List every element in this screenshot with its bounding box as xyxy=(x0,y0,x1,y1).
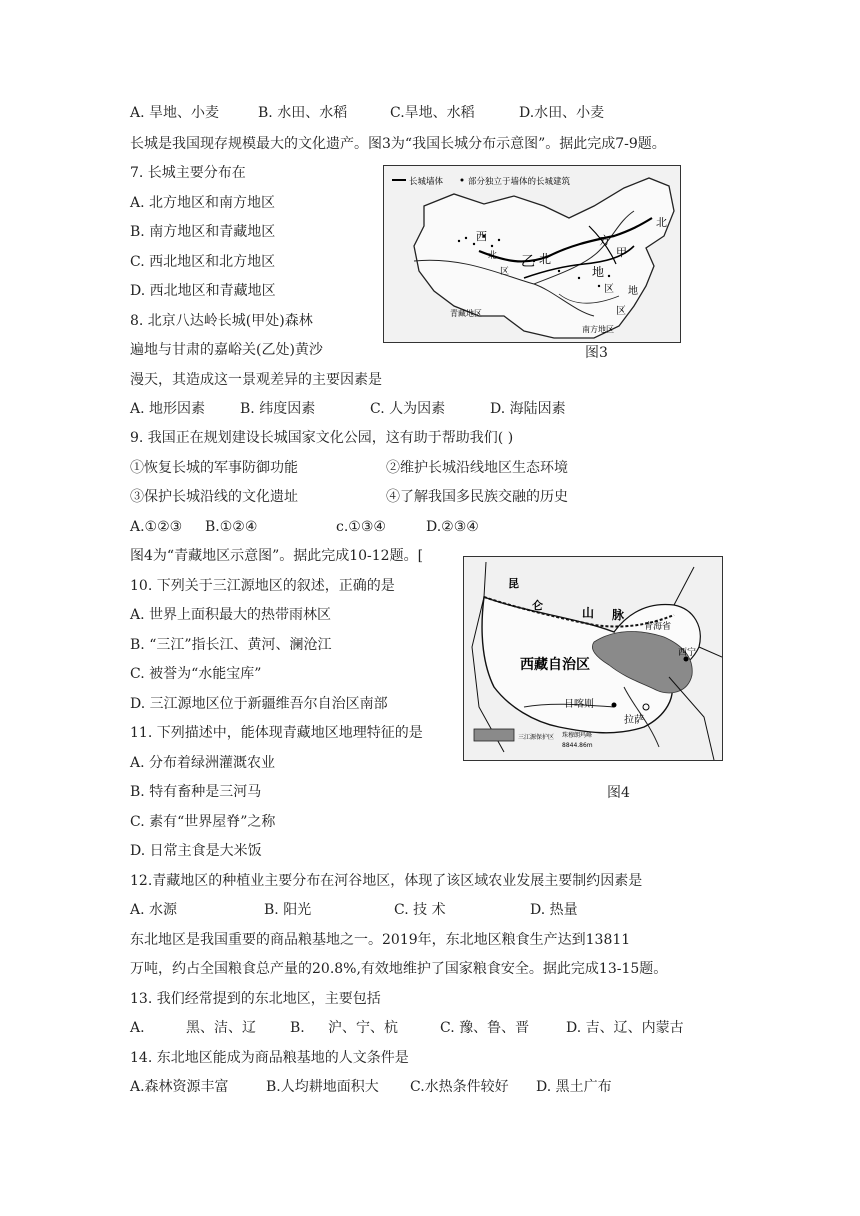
statement-2: ②维护长城沿线地区生态环境 xyxy=(386,460,568,476)
label-jia: 甲 xyxy=(616,246,627,259)
q13-options xyxy=(130,1018,684,1038)
label-qu2: 区 xyxy=(604,284,614,295)
intro-text: 东北地区是我国重要的商品粮基地之一。2019年，东北地区粮食生产达到13811 xyxy=(130,932,631,948)
option-c: C. 豫、鲁、晋 xyxy=(440,1020,530,1036)
label-di: 地 xyxy=(592,265,605,279)
option-d: D. 吉、辽、内蒙古 xyxy=(566,1020,684,1036)
label-qu3: 区 xyxy=(616,306,626,317)
option-d: D.水田、小麦 xyxy=(519,105,605,121)
option-b: B.①②④ xyxy=(205,519,258,535)
label-bei-small: 北 xyxy=(488,251,498,261)
label-fang: 方 xyxy=(599,234,610,247)
question-text: 14. 东北地区能成为商品粮基地的人文条件是 xyxy=(130,1050,409,1066)
q9-stem xyxy=(130,428,513,448)
statement-1: ①恢复长城的军事防御功能 xyxy=(130,460,298,476)
option-a: A.森林资源丰富 xyxy=(130,1079,229,1095)
option-d: D. 黑土广布 xyxy=(536,1079,612,1095)
option-text: D. 西北地区和青藏地区 xyxy=(130,283,276,299)
q13-stem xyxy=(130,989,381,1009)
label-mai: 脉 xyxy=(612,608,625,622)
option-c: C. 技 术 xyxy=(394,902,446,918)
label-xizang: 西藏自治区 xyxy=(520,657,590,673)
q12-options xyxy=(130,900,578,920)
option-text: B. 南方地区和青藏地区 xyxy=(130,224,276,240)
option-c: C.旱地、水稻 xyxy=(390,105,475,121)
option-a: 黑、洁、辽 xyxy=(186,1020,256,1036)
intro-text: 万吨，约占全国粮食总产量的20.8%,有效地维护了国家粮食安全。据此完成13-15题。 xyxy=(130,961,668,977)
figure-3-caption: 图3 xyxy=(585,345,608,361)
question-text: 8. 北京八达岭长城(甲处)森林 xyxy=(130,313,313,329)
q11-option-d xyxy=(130,841,262,861)
intro-13-15-b xyxy=(130,959,667,979)
q8-stem-2 xyxy=(130,340,323,360)
option-a: A. 地形因素 xyxy=(130,401,206,417)
question-text: 7. 长城主要分布在 xyxy=(130,165,246,181)
q9-statements-12 xyxy=(130,458,568,478)
question-text: 13. 我们经常提到的东北地区，主要包括 xyxy=(130,991,381,1007)
option-text: B. 特有畜种是三河马 xyxy=(130,784,262,800)
option-a: A. 旱地、小麦 xyxy=(130,105,220,121)
q10-option-b xyxy=(130,635,332,655)
question-text: 漫天，其造成这一景观差异的主要因素是 xyxy=(130,372,382,388)
question-text: 遍地与甘肃的嘉峪关(乙处)黄沙 xyxy=(130,342,323,358)
q7-option-d xyxy=(130,281,276,301)
label-lun: 仑 xyxy=(532,599,543,612)
label-qingzang: 青藏地区 xyxy=(450,309,482,318)
label-qu: 区 xyxy=(500,267,510,277)
intro-10-12 xyxy=(130,546,423,566)
intro-text: 长城是我国现存规模最大的文化遗产。图3为“我国长城分布示意图”。据此完成7-9题。 xyxy=(130,136,666,152)
q11-option-a xyxy=(130,753,275,773)
option-text: C. 西北地区和北方地区 xyxy=(130,254,276,270)
q11-option-c xyxy=(130,812,275,832)
q10-option-a xyxy=(130,605,331,625)
label-rikaze: 日喀则 xyxy=(564,699,594,710)
label-shan: 山 xyxy=(582,606,595,620)
legend-wall: 长城墙体 xyxy=(409,177,444,187)
label-beijing: 北 xyxy=(656,216,667,229)
option-b: B.人均耕地面积大 xyxy=(266,1079,379,1095)
q9-statements-34 xyxy=(130,487,568,507)
option-a-letter: A. xyxy=(130,1020,145,1036)
label-bei: 北 xyxy=(539,252,552,266)
label-kun: 昆 xyxy=(508,577,519,590)
q7-option-c xyxy=(130,252,275,272)
option-b-letter: B. xyxy=(290,1020,305,1036)
qingzang-map-svg xyxy=(464,557,722,760)
option-c: c.①③④ xyxy=(336,519,386,535)
option-text: C. 被誉为“水能宝库” xyxy=(130,666,262,682)
label-qinghai: 青海省 xyxy=(644,622,672,632)
q6-options xyxy=(130,103,604,123)
statement-4: ④了解我国多民族交融的历史 xyxy=(386,489,568,505)
q11-option-b xyxy=(130,782,261,802)
label-yi: 乙 xyxy=(521,254,535,270)
q10-option-c xyxy=(130,664,261,684)
statement-3: ③保护长城沿线的文化遗址 xyxy=(130,489,298,505)
option-a: A. 水源 xyxy=(130,902,178,918)
q10-option-d xyxy=(130,694,388,714)
legend-sanjiangyuan: 三江源保护区 xyxy=(518,734,555,741)
option-text: A. 世界上面积最大的热带雨林区 xyxy=(130,607,332,623)
q14-options xyxy=(130,1077,612,1097)
q8-options xyxy=(130,399,566,419)
q7-stem xyxy=(130,163,246,183)
option-c: C.水热条件较好 xyxy=(410,1079,509,1095)
option-b: B. 纬度因素 xyxy=(240,401,316,417)
q7-option-b xyxy=(130,222,275,242)
option-text: C. 素有“世界屋脊”之称 xyxy=(130,814,276,830)
intro-7-9 xyxy=(130,134,666,154)
question-text: 12.青藏地区的种植业主要分布在河谷地区，体现了该区域农业发展主要制约因素是 xyxy=(130,873,643,889)
label-peak: 珠穆朗玛峰 xyxy=(562,732,593,739)
label-xining: 西宁 xyxy=(678,648,697,658)
label-nanfang: 南方地区 xyxy=(582,325,614,334)
q14-stem xyxy=(130,1048,409,1068)
legend-wall-buildings: 部分独立于墙体的长城建筑 xyxy=(468,177,571,187)
intro-13-15-a xyxy=(130,930,630,950)
option-b: B. 阳光 xyxy=(264,902,312,918)
label-peak-height: 8844.86m xyxy=(562,742,593,749)
option-b: 沪、宁、杭 xyxy=(328,1020,398,1036)
figure-3-great-wall-map xyxy=(383,165,681,343)
figure-4-qingzang-map xyxy=(463,556,723,761)
option-text: D. 日常主食是大米饭 xyxy=(130,843,262,859)
label-lasa: 拉萨 xyxy=(624,715,644,726)
q10-stem xyxy=(130,576,395,596)
q12-stem xyxy=(130,871,642,891)
q7-option-a xyxy=(130,193,275,213)
q8-stem-1 xyxy=(130,311,313,331)
figure-4-caption: 图4 xyxy=(607,785,630,801)
label-di2: 地 xyxy=(628,286,638,297)
question-text: 9. 我国正在规划建设长城国家文化公园，这有助于帮助我们( ) xyxy=(130,430,514,446)
option-c: C. 人为因素 xyxy=(370,401,446,417)
option-a: A.①②③ xyxy=(130,519,183,535)
option-text: A. 分布着绿洲灌溉农业 xyxy=(130,755,276,771)
option-b: B. 水田、水稻 xyxy=(258,105,348,121)
option-d: D.②③④ xyxy=(426,519,479,535)
option-d: D. 海陆因素 xyxy=(490,401,566,417)
option-d: D. 热量 xyxy=(530,902,578,918)
q11-stem xyxy=(130,723,423,743)
label-xi: 西 xyxy=(476,230,487,243)
option-text: D. 三江源地区位于新疆维吾尔自治区南部 xyxy=(130,696,388,712)
q9-options xyxy=(130,517,479,537)
option-text: B. “三江”指长江、黄河、澜沧江 xyxy=(130,637,332,653)
option-text: A. 北方地区和南方地区 xyxy=(130,195,276,211)
question-text: 10. 下列关于三江源地区的叙述，正确的是 xyxy=(130,578,395,594)
q8-stem-3 xyxy=(130,370,382,390)
great-wall-map-svg xyxy=(384,166,680,342)
question-text: 11. 下列描述中，能体现青藏地区地理特征的是 xyxy=(130,725,423,741)
intro-text: 图4为“青藏地区示意图”。据此完成10-12题。[ xyxy=(130,548,424,564)
